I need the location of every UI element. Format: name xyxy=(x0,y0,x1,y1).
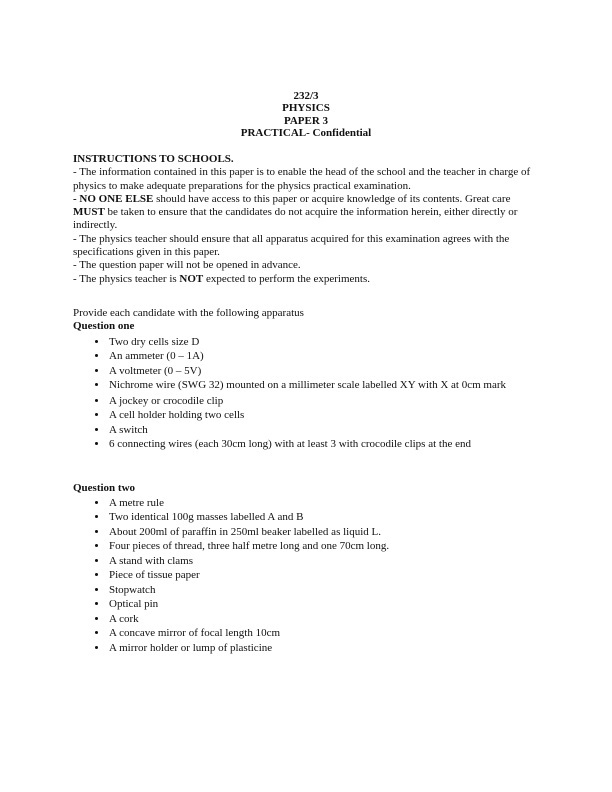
list-item: • Two dry cells size D xyxy=(108,335,543,350)
list-item: • A stand with clams xyxy=(108,554,543,569)
instruction-2: - NO ONE ELSE should have access to this paper or acquire knowledge of its contents. Great care MUST be taken to ensure that the candidates do not acquire the information herein, either directly or indirectly. xyxy=(73,192,518,232)
list-item: • About 200ml of paraffin in 250ml beaker labelled as liquid L. xyxy=(108,525,543,540)
list-item: • Nichrome wire (SWG 32) mounted on a millimeter scale labelled XY with X at 0cm mark xyxy=(108,379,543,393)
list-item: • Two identical 100g masses labelled A and B xyxy=(108,510,543,525)
list-item: • A switch xyxy=(108,423,543,438)
list-item: • A mirror holder or lump of plasticine xyxy=(108,641,543,656)
subject: PHYSICS xyxy=(282,102,330,115)
list-item: • A cell holder holding two cells xyxy=(108,408,543,423)
question-one-list xyxy=(73,335,543,452)
instruction-3: - The physics teacher should ensure that all apparatus acquired for this examination agrees with the specifications given in this paper. xyxy=(73,232,510,259)
list-item: • A jockey or crocodile clip xyxy=(108,394,543,409)
list-item: • Piece of tissue paper xyxy=(108,568,543,583)
document-body xyxy=(73,153,543,655)
instruction-4: - The question paper will not be opened in advance. xyxy=(73,259,301,272)
list-item: • 6 connecting wires (each 30cm long) with at least 3 with crocodile clips at the end xyxy=(108,437,543,452)
apparatus-intro: Provide each candidate with the following apparatus xyxy=(73,306,304,319)
list-item: • A concave mirror of focal length 10cm xyxy=(108,626,543,641)
paper-number: PAPER 3 xyxy=(283,114,329,127)
question-two-heading: Question two xyxy=(73,481,136,494)
instruction-5: - The physics teacher is NOT expected to perform the experiments. xyxy=(73,272,371,285)
list-item: • A cork xyxy=(108,612,543,627)
paper-code: 232/3 xyxy=(293,90,319,102)
document-title xyxy=(0,90,612,140)
list-item: • Four pieces of thread, three half metre long and one 70cm long. xyxy=(108,539,543,554)
list-item: • Stopwatch xyxy=(108,583,543,598)
question-two-list xyxy=(73,496,543,656)
instructions-heading: INSTRUCTIONS TO SCHOOLS. xyxy=(73,153,234,165)
list-item: • A voltmeter (0 – 5V) xyxy=(108,364,543,379)
paper-type: PRACTICAL- Confidential xyxy=(240,127,372,140)
list-item: • An ammeter (0 – 1A) xyxy=(108,349,543,364)
list-item: • A metre rule xyxy=(108,496,543,511)
question-one-heading: Question one xyxy=(73,320,135,333)
instruction-1: - The information contained in this paper is to enable the head of the school and the teacher in charge of physics to make adequate preparations for the physics practical examination. xyxy=(73,166,531,192)
list-item: • Optical pin xyxy=(108,597,543,612)
